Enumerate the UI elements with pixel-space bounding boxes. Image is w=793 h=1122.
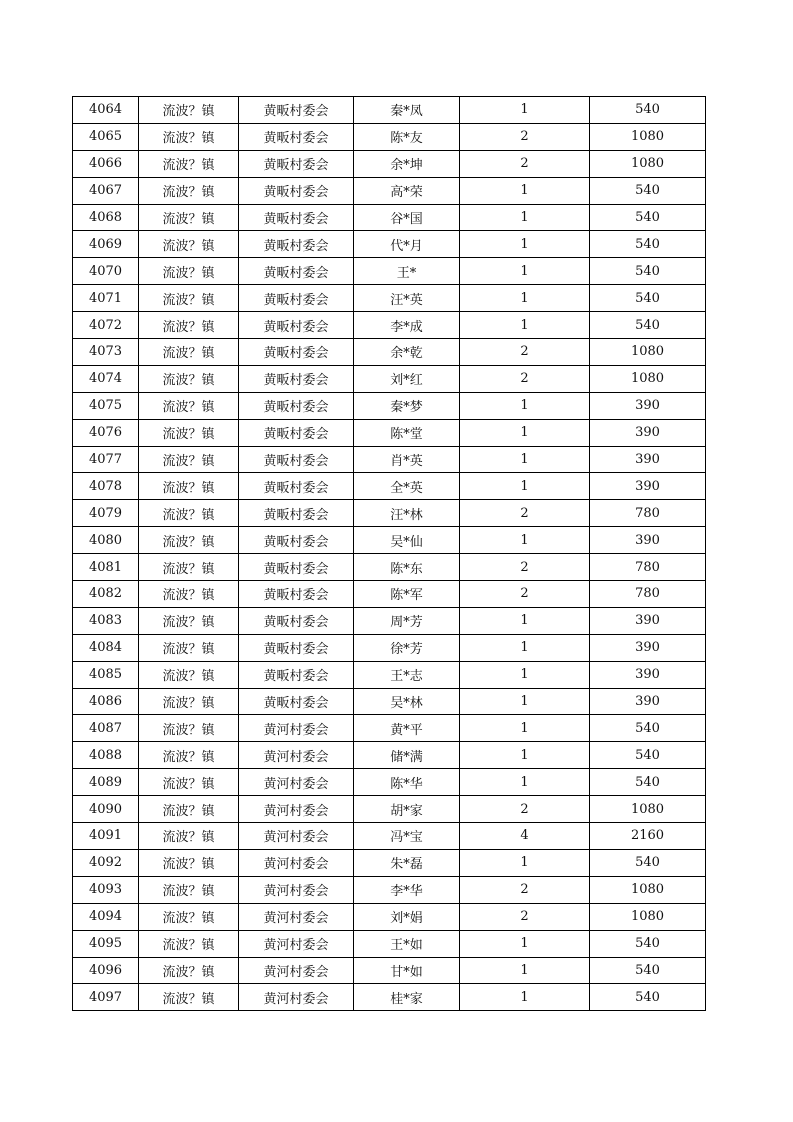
records-table-body <box>73 97 706 1011</box>
village-cell: 黄畈村委会 <box>239 97 354 124</box>
count-cell: 2 <box>460 123 590 150</box>
table-row <box>73 984 706 1011</box>
record-id-cell: 4075 <box>73 392 139 419</box>
village-cell: 黄河村委会 <box>239 930 354 957</box>
count-cell: 1 <box>460 742 590 769</box>
person-name-cell: 徐*芳 <box>354 634 460 661</box>
record-id-cell: 4097 <box>73 984 139 1011</box>
person-name-cell: 汪*林 <box>354 500 460 527</box>
village-cell: 黄河村委会 <box>239 849 354 876</box>
amount-cell: 540 <box>590 177 706 204</box>
person-name-cell: 陈*友 <box>354 123 460 150</box>
record-id-cell: 4074 <box>73 365 139 392</box>
amount-cell: 540 <box>590 258 706 285</box>
count-cell: 2 <box>460 365 590 392</box>
amount-cell: 540 <box>590 285 706 312</box>
records-table <box>72 96 706 1011</box>
table-row <box>73 339 706 366</box>
amount-cell: 390 <box>590 634 706 661</box>
record-id-cell: 4086 <box>73 688 139 715</box>
town-cell: 流波？镇 <box>139 903 239 930</box>
count-cell: 1 <box>460 392 590 419</box>
amount-cell: 540 <box>590 97 706 124</box>
village-cell: 黄畈村委会 <box>239 634 354 661</box>
person-name-cell: 肖*英 <box>354 446 460 473</box>
person-name-cell: 陈*堂 <box>354 419 460 446</box>
amount-cell: 390 <box>590 527 706 554</box>
amount-cell: 540 <box>590 984 706 1011</box>
village-cell: 黄畈村委会 <box>239 231 354 258</box>
town-cell: 流波？镇 <box>139 930 239 957</box>
record-id-cell: 4087 <box>73 715 139 742</box>
amount-cell: 390 <box>590 419 706 446</box>
count-cell: 1 <box>460 258 590 285</box>
village-cell: 黄畈村委会 <box>239 123 354 150</box>
village-cell: 黄畈村委会 <box>239 339 354 366</box>
person-name-cell: 吴*林 <box>354 688 460 715</box>
village-cell: 黄畈村委会 <box>239 365 354 392</box>
record-id-cell: 4068 <box>73 204 139 231</box>
town-cell: 流波？镇 <box>139 97 239 124</box>
amount-cell: 1080 <box>590 876 706 903</box>
amount-cell: 780 <box>590 500 706 527</box>
table-row <box>73 581 706 608</box>
count-cell: 1 <box>460 715 590 742</box>
record-id-cell: 4072 <box>73 312 139 339</box>
person-name-cell: 代*月 <box>354 231 460 258</box>
table-row <box>73 688 706 715</box>
record-id-cell: 4089 <box>73 769 139 796</box>
town-cell: 流波？镇 <box>139 957 239 984</box>
table-row <box>73 365 706 392</box>
count-cell: 1 <box>460 957 590 984</box>
record-id-cell: 4066 <box>73 150 139 177</box>
town-cell: 流波？镇 <box>139 123 239 150</box>
table-row <box>73 177 706 204</box>
amount-cell: 540 <box>590 957 706 984</box>
town-cell: 流波？镇 <box>139 473 239 500</box>
table-row <box>73 607 706 634</box>
town-cell: 流波？镇 <box>139 742 239 769</box>
count-cell: 1 <box>460 607 590 634</box>
table-row <box>73 150 706 177</box>
town-cell: 流波？镇 <box>139 392 239 419</box>
village-cell: 黄畈村委会 <box>239 285 354 312</box>
village-cell: 黄畈村委会 <box>239 446 354 473</box>
town-cell: 流波？镇 <box>139 177 239 204</box>
count-cell: 2 <box>460 554 590 581</box>
village-cell: 黄畈村委会 <box>239 392 354 419</box>
table-row <box>73 204 706 231</box>
amount-cell: 1080 <box>590 123 706 150</box>
person-name-cell: 秦*凤 <box>354 97 460 124</box>
record-id-cell: 4067 <box>73 177 139 204</box>
table-row <box>73 769 706 796</box>
record-id-cell: 4091 <box>73 823 139 850</box>
amount-cell: 540 <box>590 715 706 742</box>
amount-cell: 1080 <box>590 339 706 366</box>
village-cell: 黄畈村委会 <box>239 607 354 634</box>
village-cell: 黄畈村委会 <box>239 688 354 715</box>
town-cell: 流波？镇 <box>139 446 239 473</box>
village-cell: 黄河村委会 <box>239 876 354 903</box>
town-cell: 流波？镇 <box>139 849 239 876</box>
table-row <box>73 742 706 769</box>
count-cell: 2 <box>460 500 590 527</box>
record-id-cell: 4079 <box>73 500 139 527</box>
count-cell: 2 <box>460 903 590 930</box>
record-id-cell: 4069 <box>73 231 139 258</box>
table-row <box>73 446 706 473</box>
person-name-cell: 朱*磊 <box>354 849 460 876</box>
town-cell: 流波？镇 <box>139 258 239 285</box>
count-cell: 2 <box>460 150 590 177</box>
record-id-cell: 4081 <box>73 554 139 581</box>
table-row <box>73 796 706 823</box>
count-cell: 1 <box>460 231 590 258</box>
table-row <box>73 715 706 742</box>
count-cell: 1 <box>460 634 590 661</box>
record-id-cell: 4093 <box>73 876 139 903</box>
record-id-cell: 4077 <box>73 446 139 473</box>
amount-cell: 540 <box>590 231 706 258</box>
town-cell: 流波？镇 <box>139 339 239 366</box>
amount-cell: 540 <box>590 849 706 876</box>
amount-cell: 390 <box>590 661 706 688</box>
person-name-cell: 李*成 <box>354 312 460 339</box>
count-cell: 1 <box>460 204 590 231</box>
town-cell: 流波？镇 <box>139 769 239 796</box>
record-id-cell: 4064 <box>73 97 139 124</box>
record-id-cell: 4073 <box>73 339 139 366</box>
village-cell: 黄畈村委会 <box>239 554 354 581</box>
town-cell: 流波？镇 <box>139 876 239 903</box>
person-name-cell: 吴*仙 <box>354 527 460 554</box>
table-row <box>73 473 706 500</box>
amount-cell: 780 <box>590 581 706 608</box>
record-id-cell: 4092 <box>73 849 139 876</box>
village-cell: 黄河村委会 <box>239 823 354 850</box>
town-cell: 流波？镇 <box>139 365 239 392</box>
amount-cell: 780 <box>590 554 706 581</box>
village-cell: 黄河村委会 <box>239 742 354 769</box>
record-id-cell: 4090 <box>73 796 139 823</box>
person-name-cell: 刘*娟 <box>354 903 460 930</box>
amount-cell: 540 <box>590 204 706 231</box>
amount-cell: 540 <box>590 769 706 796</box>
person-name-cell: 王*如 <box>354 930 460 957</box>
count-cell: 2 <box>460 876 590 903</box>
table-row <box>73 849 706 876</box>
person-name-cell: 陈*华 <box>354 769 460 796</box>
person-name-cell: 余*坤 <box>354 150 460 177</box>
count-cell: 1 <box>460 177 590 204</box>
village-cell: 黄畈村委会 <box>239 473 354 500</box>
village-cell: 黄河村委会 <box>239 984 354 1011</box>
village-cell: 黄畈村委会 <box>239 527 354 554</box>
town-cell: 流波？镇 <box>139 312 239 339</box>
amount-cell: 390 <box>590 473 706 500</box>
village-cell: 黄畈村委会 <box>239 258 354 285</box>
person-name-cell: 黄*平 <box>354 715 460 742</box>
amount-cell: 540 <box>590 312 706 339</box>
person-name-cell: 周*芳 <box>354 607 460 634</box>
village-cell: 黄畈村委会 <box>239 177 354 204</box>
table-row <box>73 527 706 554</box>
person-name-cell: 全*英 <box>354 473 460 500</box>
amount-cell: 1080 <box>590 903 706 930</box>
person-name-cell: 高*荣 <box>354 177 460 204</box>
record-id-cell: 4065 <box>73 123 139 150</box>
record-id-cell: 4076 <box>73 419 139 446</box>
town-cell: 流波？镇 <box>139 796 239 823</box>
count-cell: 1 <box>460 849 590 876</box>
person-name-cell: 刘*红 <box>354 365 460 392</box>
town-cell: 流波？镇 <box>139 554 239 581</box>
amount-cell: 1080 <box>590 150 706 177</box>
town-cell: 流波？镇 <box>139 150 239 177</box>
count-cell: 1 <box>460 527 590 554</box>
count-cell: 1 <box>460 984 590 1011</box>
table-row <box>73 554 706 581</box>
village-cell: 黄河村委会 <box>239 715 354 742</box>
table-row <box>73 97 706 124</box>
person-name-cell: 王*志 <box>354 661 460 688</box>
count-cell: 1 <box>460 446 590 473</box>
count-cell: 1 <box>460 769 590 796</box>
amount-cell: 2160 <box>590 823 706 850</box>
table-row <box>73 123 706 150</box>
count-cell: 2 <box>460 339 590 366</box>
town-cell: 流波？镇 <box>139 607 239 634</box>
table-row <box>73 312 706 339</box>
town-cell: 流波？镇 <box>139 715 239 742</box>
count-cell: 1 <box>460 661 590 688</box>
town-cell: 流波？镇 <box>139 231 239 258</box>
person-name-cell: 汪*英 <box>354 285 460 312</box>
person-name-cell: 谷*国 <box>354 204 460 231</box>
amount-cell: 390 <box>590 446 706 473</box>
village-cell: 黄河村委会 <box>239 957 354 984</box>
amount-cell: 540 <box>590 930 706 957</box>
person-name-cell: 陈*军 <box>354 581 460 608</box>
person-name-cell: 李*华 <box>354 876 460 903</box>
village-cell: 黄河村委会 <box>239 796 354 823</box>
record-id-cell: 4085 <box>73 661 139 688</box>
village-cell: 黄河村委会 <box>239 769 354 796</box>
table-row <box>73 500 706 527</box>
count-cell: 2 <box>460 581 590 608</box>
person-name-cell: 王* <box>354 258 460 285</box>
count-cell: 1 <box>460 930 590 957</box>
record-id-cell: 4083 <box>73 607 139 634</box>
village-cell: 黄畈村委会 <box>239 661 354 688</box>
person-name-cell: 甘*如 <box>354 957 460 984</box>
record-id-cell: 4088 <box>73 742 139 769</box>
village-cell: 黄畈村委会 <box>239 204 354 231</box>
town-cell: 流波？镇 <box>139 419 239 446</box>
town-cell: 流波？镇 <box>139 634 239 661</box>
count-cell: 1 <box>460 285 590 312</box>
count-cell: 1 <box>460 688 590 715</box>
amount-cell: 540 <box>590 742 706 769</box>
town-cell: 流波？镇 <box>139 204 239 231</box>
person-name-cell: 储*满 <box>354 742 460 769</box>
record-id-cell: 4071 <box>73 285 139 312</box>
count-cell: 2 <box>460 796 590 823</box>
record-id-cell: 4084 <box>73 634 139 661</box>
record-id-cell: 4080 <box>73 527 139 554</box>
amount-cell: 1080 <box>590 365 706 392</box>
village-cell: 黄畈村委会 <box>239 312 354 339</box>
table-row <box>73 876 706 903</box>
town-cell: 流波？镇 <box>139 984 239 1011</box>
village-cell: 黄河村委会 <box>239 903 354 930</box>
count-cell: 4 <box>460 823 590 850</box>
person-name-cell: 桂*家 <box>354 984 460 1011</box>
table-row <box>73 930 706 957</box>
town-cell: 流波？镇 <box>139 527 239 554</box>
record-id-cell: 4070 <box>73 258 139 285</box>
count-cell: 1 <box>460 97 590 124</box>
count-cell: 1 <box>460 473 590 500</box>
record-id-cell: 4095 <box>73 930 139 957</box>
town-cell: 流波？镇 <box>139 500 239 527</box>
person-name-cell: 胡*家 <box>354 796 460 823</box>
count-cell: 1 <box>460 312 590 339</box>
amount-cell: 390 <box>590 392 706 419</box>
village-cell: 黄畈村委会 <box>239 581 354 608</box>
amount-cell: 390 <box>590 688 706 715</box>
table-row <box>73 392 706 419</box>
amount-cell: 390 <box>590 607 706 634</box>
town-cell: 流波？镇 <box>139 823 239 850</box>
table-row <box>73 823 706 850</box>
village-cell: 黄畈村委会 <box>239 500 354 527</box>
village-cell: 黄畈村委会 <box>239 419 354 446</box>
person-name-cell: 秦*梦 <box>354 392 460 419</box>
table-row <box>73 957 706 984</box>
table-row <box>73 634 706 661</box>
town-cell: 流波？镇 <box>139 688 239 715</box>
table-row <box>73 231 706 258</box>
record-id-cell: 4094 <box>73 903 139 930</box>
table-row <box>73 661 706 688</box>
record-id-cell: 4078 <box>73 473 139 500</box>
amount-cell: 1080 <box>590 796 706 823</box>
record-id-cell: 4082 <box>73 581 139 608</box>
town-cell: 流波？镇 <box>139 661 239 688</box>
record-id-cell: 4096 <box>73 957 139 984</box>
count-cell: 1 <box>460 419 590 446</box>
person-name-cell: 余*乾 <box>354 339 460 366</box>
town-cell: 流波？镇 <box>139 285 239 312</box>
table-row <box>73 258 706 285</box>
table-row <box>73 419 706 446</box>
table-row <box>73 903 706 930</box>
person-name-cell: 冯*宝 <box>354 823 460 850</box>
town-cell: 流波？镇 <box>139 581 239 608</box>
table-row <box>73 285 706 312</box>
person-name-cell: 陈*东 <box>354 554 460 581</box>
village-cell: 黄畈村委会 <box>239 150 354 177</box>
